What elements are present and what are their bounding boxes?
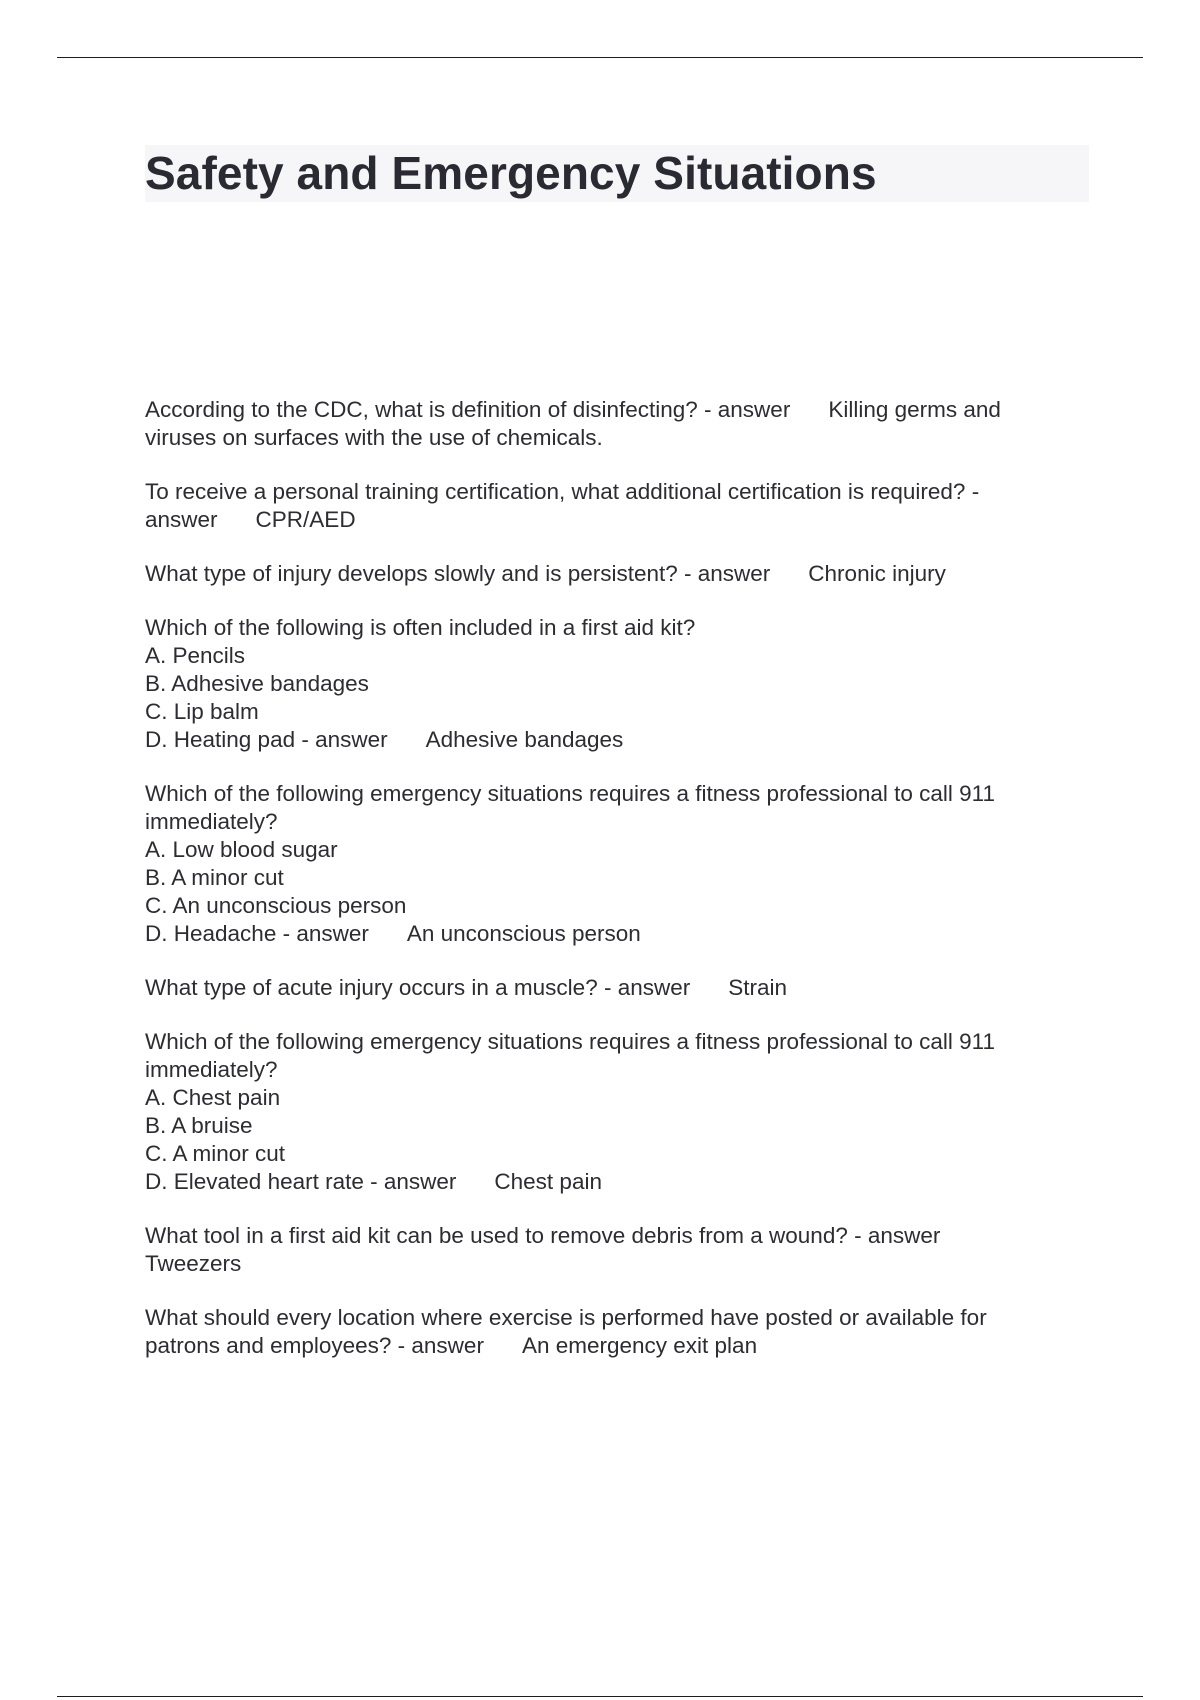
qa-item [145,974,1065,1002]
option-c: C. A minor cut [145,1141,286,1166]
question-line: immediately? [145,1057,278,1082]
qa-item [145,560,1065,588]
answer-text: An unconscious person [406,921,641,946]
option-a: A. Pencils [145,643,246,668]
question-text: What type of injury develops slowly and is persistent? - answer [145,561,771,586]
answer-text: Killing germs and [828,397,1001,422]
question-line [145,396,1065,424]
qa-item [145,1222,1065,1278]
qa-item [145,780,1065,948]
qa-item [145,478,1065,534]
question-line [145,560,1065,588]
option-d-line [145,726,1065,754]
option-b: B. Adhesive bandages [145,671,369,696]
answer-text: Strain [728,975,788,1000]
question-line: immediately? [145,809,278,834]
question-line: What should every location where exercise is performed have posted or available for [145,1305,987,1330]
answer-text: An emergency exit plan [521,1333,758,1358]
qa-item [145,614,1065,754]
question-line: Which of the following is often included in a first aid kit? [145,615,696,640]
question-line: To receive a personal training certification, what additional certification is required? - [145,479,980,504]
option-d-line [145,920,1065,948]
top-rule [57,57,1143,58]
question-line: Which of the following emergency situations requires a fitness professional to call 911 [145,1029,996,1054]
option-a: A. Chest pain [145,1085,281,1110]
option-b: B. A minor cut [145,865,284,890]
option-d: D. Heating pad - answer [145,727,388,752]
question-text: According to the CDC, what is definition of disinfecting? - answer [145,397,791,422]
answer-text: Chest pain [494,1169,602,1194]
answer-text: Tweezers [145,1251,242,1276]
option-b: B. A bruise [145,1113,253,1138]
answer-line [145,1332,1065,1360]
qa-list [145,396,1065,1386]
option-c: C. An unconscious person [145,893,407,918]
option-d: D. Headache - answer [145,921,369,946]
question-line: What tool in a first aid kit can be used to remove debris from a wound? - answer [145,1223,941,1248]
qa-item [145,1304,1065,1360]
option-d-line [145,1168,1065,1196]
page-title: Safety and Emergency Situations [145,147,877,199]
answer-label: answer [145,507,218,532]
answer-text: Adhesive bandages [425,727,624,752]
bottom-rule [57,1696,1143,1697]
option-a: A. Low blood sugar [145,837,338,862]
answer-text: CPR/AED [255,507,356,532]
question-line: Which of the following emergency situations requires a fitness professional to call 911 [145,781,996,806]
option-d: D. Elevated heart rate - answer [145,1169,457,1194]
question-text: patrons and employees? - answer [145,1333,484,1358]
question-text: What type of acute injury occurs in a muscle? - answer [145,975,691,1000]
qa-item [145,1028,1065,1196]
answer-text: Chronic injury [808,561,946,586]
answer-continuation: viruses on surfaces with the use of chemicals. [145,425,603,450]
question-line [145,974,1065,1002]
option-c: C. Lip balm [145,699,259,724]
answer-line [145,506,1065,534]
qa-item [145,396,1065,452]
